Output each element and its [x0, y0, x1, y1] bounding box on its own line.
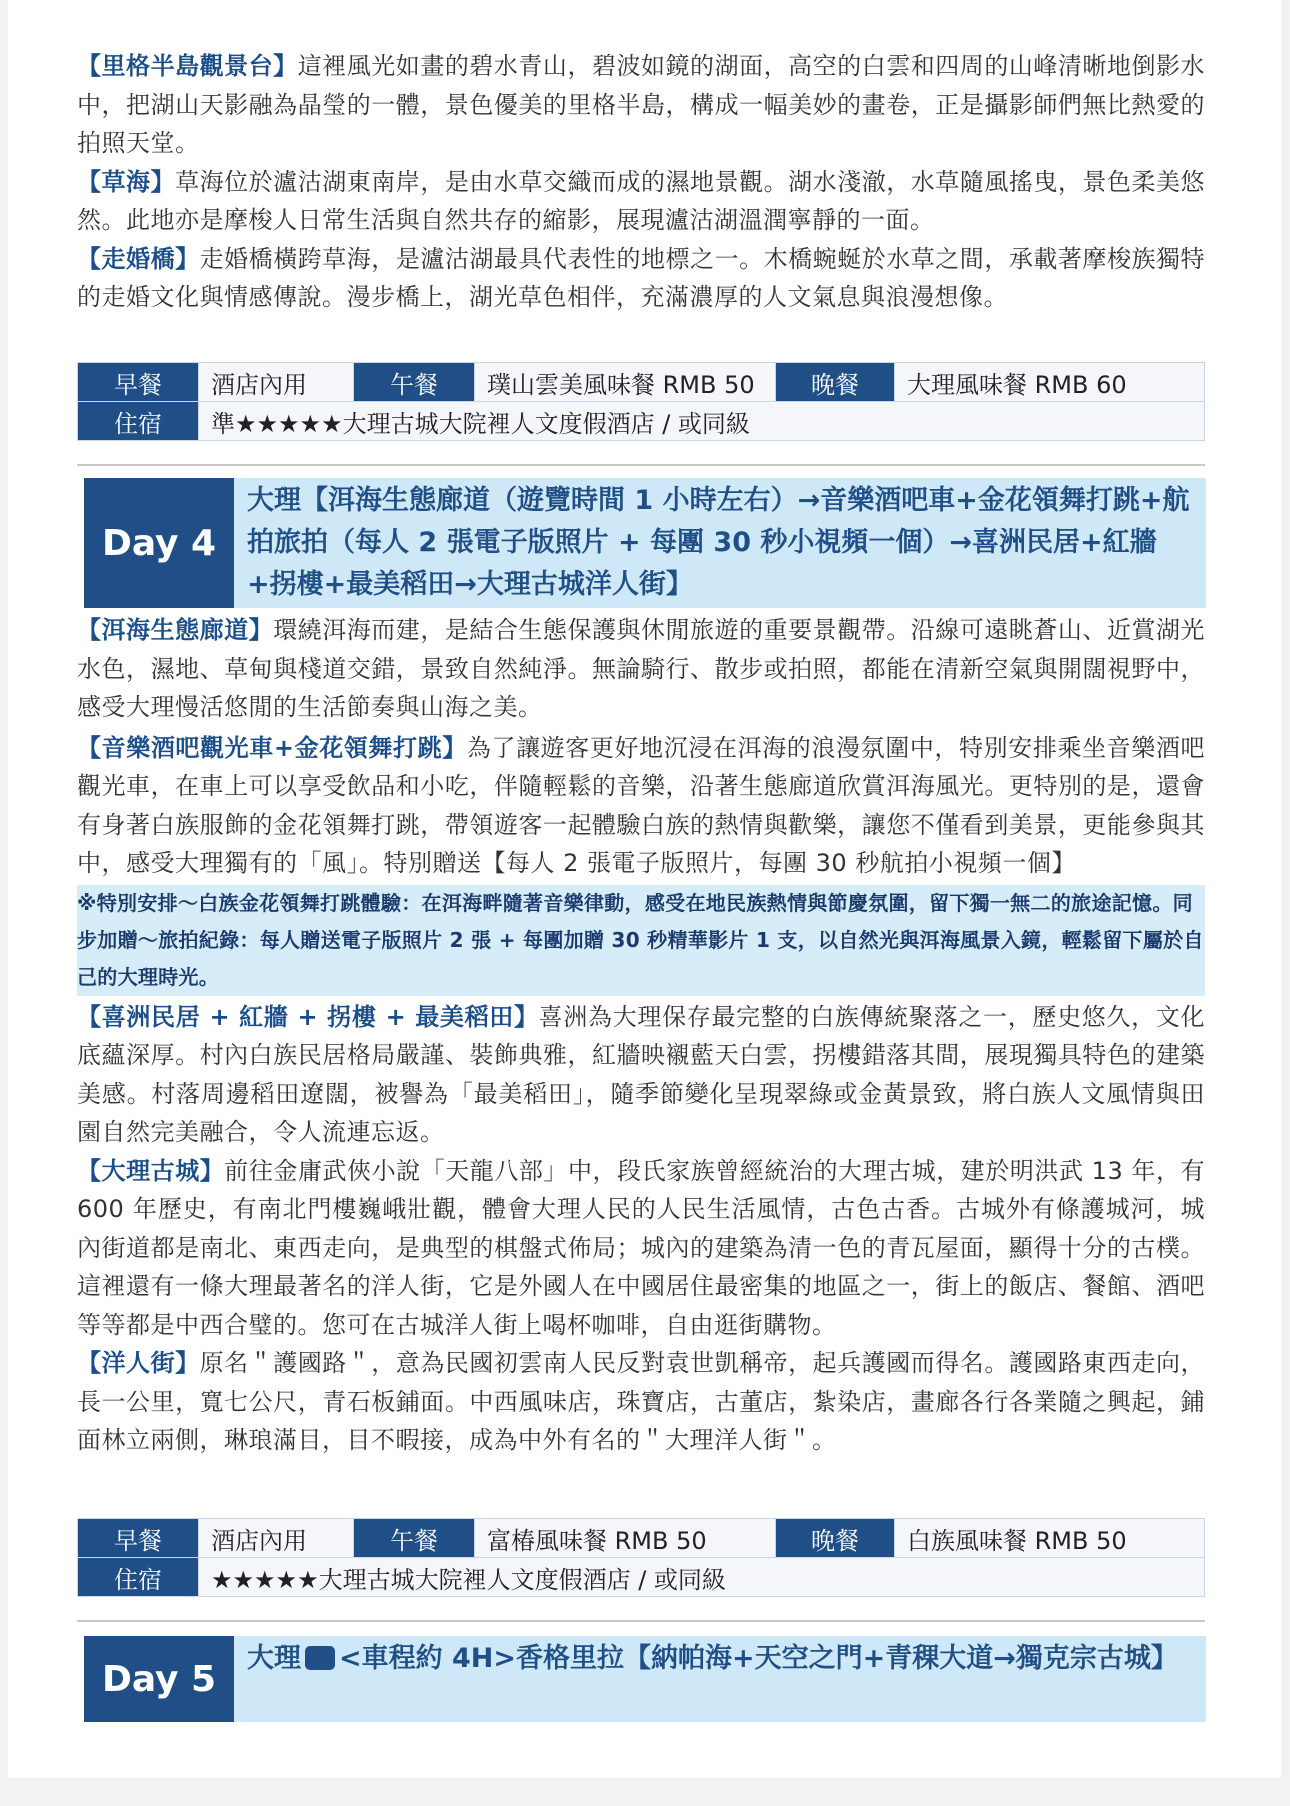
attraction-tag: 【洱海生態廊道】	[77, 616, 274, 644]
attraction-erhai-corridor	[77, 611, 1205, 727]
day5-header	[84, 1636, 1206, 1722]
meals-table	[77, 362, 1205, 441]
attraction-text: 前往金庸武俠小說「天龍八部」中，段氏家族曾經統治的大理古城，建於明洪武 13 年，有 600 年歷史，有南北門樓巍峨壯觀，體會大理人民的人民生活風情，古色古香。古城外有條護城河，城內街道都是南北、東西走向，是典型的棋盤式佈局；城內的建築為清一色的青瓦屋面，顯得十分的古樸。這裡還有一條大理最著名的洋人街，它是外國人在中國居住最密集的地區之一，街上的飯店、餐館、酒吧等等都是中西合璧的。您可在古城洋人街上喝杯咖啡，自由逛街購物。	[77, 1156, 1206, 1339]
bus-icon	[305, 1646, 335, 1670]
lunch-value: 富椿風味餐 RMB 50	[475, 1519, 776, 1558]
breakfast-value: 酒店內用	[199, 1519, 354, 1558]
dinner-label: 晚餐	[776, 1519, 895, 1558]
dinner-value: 大理風味餐 RMB 60	[895, 363, 1205, 402]
attraction-tag: 【草海】	[77, 167, 176, 196]
day-title	[234, 1636, 1206, 1722]
attraction-text: 走婚橋橫跨草海，是瀘沽湖最具代表性的地標之一。木橋蜿蜒於水草之間，承載著摩梭族獨特的走婚文化與情感傳說。漫步橋上，湖光草色相伴，充滿濃厚的人文氣息與浪漫想像。	[77, 244, 1206, 311]
attraction-zouhunqiao	[77, 240, 1205, 317]
attraction-tag: 【走婚橋】	[77, 244, 200, 273]
breakfast-value: 酒店內用	[199, 363, 354, 402]
stay-label: 住宿	[78, 402, 199, 441]
attraction-text: 草海位於瀘沽湖東南岸，是由水草交織而成的濕地景觀。湖水淺澈，水草隨風搖曳，景色柔美悠然。此地亦是摩梭人日常生活與自然共存的縮影，展現瀘沽湖溫潤寧靜的一面。	[77, 167, 1206, 234]
lunch-label: 午餐	[354, 363, 475, 402]
attraction-text: 原名＂護國路＂，意為民國初雲南人民反對袁世凱稱帝，起兵護國而得名。護國路東西走向，長一公里，寬七公尺，青石板鋪面。中西風味店，珠寶店，古董店，紮染店，畫廊各行各業隨之興起，鋪面林立兩側，琳琅滿目，目不暇接，成為中外有名的＂大理洋人街＂。	[77, 1349, 1206, 1454]
lunch-value: 璞山雲美風味餐 RMB 50	[475, 363, 776, 402]
attraction-tag: 【音樂酒吧觀光車+金花領舞打跳】	[77, 733, 467, 762]
special-arrangement-note: ※特別安排～白族金花領舞打跳體驗：在洱海畔隨著音樂律動，感受在地民族熱情與節慶氛圍，留下獨一無二的旅途記憶。同步加贈～旅拍紀錄：每人贈送電子版照片 2 張 + 每團加贈 30 秒精華影片 1 支，以自然光與洱海風景入鏡，輕鬆留下屬於自己的大理時光。	[77, 885, 1205, 996]
lunch-label: 午餐	[354, 1519, 475, 1558]
day-label: Day 5	[84, 1636, 234, 1722]
meals-table	[77, 1518, 1205, 1597]
attraction-tag: 【喜洲民居 + 紅牆 + 拐樓 + 最美稻田】	[77, 1002, 539, 1031]
attraction-tag: 【大理古城】	[77, 1156, 225, 1185]
attraction-text: 喜洲為大理保存最完整的白族傳統聚落之一，歷史悠久，文化底蘊深厚。村內白族民居格局嚴謹、裝飾典雅，紅牆映襯藍天白雲，拐樓錯落其間，展現獨具特色的建築美感。村落周邊稻田遼闊，被譽為「最美稻田」，隨季節變化呈現翠綠或金黃景致，將白族人文風情與田園自然完美融合，令人流連忘返。	[77, 1002, 1205, 1146]
day-title-start: 大理	[247, 1643, 301, 1674]
attraction-xizhou	[77, 998, 1205, 1152]
attraction-text: 環繞洱海而建，是結合生態保護與休閒旅遊的重要景觀帶。沿線可遠眺蒼山、近賞湖光水色，濕地、草甸與棧道交錯，景致自然純淨。無論騎行、散步或拍照，都能在清新空氣與開闊視野中，感受大理慢活悠閒的生活節奏與山海之美。	[77, 616, 1206, 721]
breakfast-label: 早餐	[78, 1519, 199, 1558]
attraction-dali-oldtown	[77, 1152, 1205, 1345]
day-title: 大理【洱海生態廊道（遊覽時間 1 小時左右）→音樂酒吧車+金花領舞打跳+航拍旅拍（每人 2 張電子版照片 + 每團 30 秒小視頻一個）→喜洲民居+紅牆+拐樓+最美稻田→大理古城洋人街】	[234, 478, 1206, 608]
day-title-rest: <車程約 4H>香格里拉【納帕海+天空之門+青稞大道→獨克宗古城】	[339, 1643, 1178, 1674]
attraction-tag: 【里格半島觀景台】	[77, 52, 298, 80]
attraction-caohai	[77, 163, 1205, 240]
day4-header	[84, 478, 1206, 608]
day3-attractions	[77, 47, 1205, 317]
day4-attractions	[77, 611, 1205, 1460]
attraction-foreigner-street	[77, 1344, 1205, 1460]
stay-label: 住宿	[78, 1558, 199, 1597]
day-label: Day 4	[84, 478, 234, 608]
attraction-text: 為了讓遊客更好地沉浸在洱海的浪漫氛圍中，特別安排乘坐音樂酒吧觀光車，在車上可以享受飲品和小吃，伴隨輕鬆的音樂，沿著生態廊道欣賞洱海風光。更特別的是，還會有身著白族服飾的金花領舞打跳，帶領遊客一起體驗白族的熱情與歡樂，讓您不僅看到美景，更能參與其中，感受大理獨有的「風」。特別贈送【每人 2 張電子版照片，每團 30 秒航拍小視頻一個】	[77, 733, 1206, 877]
attraction-tag: 【洋人街】	[77, 1349, 200, 1377]
divider	[77, 464, 1205, 466]
stay-value: ★★★★★大理古城大院裡人文度假酒店 / 或同級	[199, 1558, 1205, 1597]
stay-value: 準★★★★★大理古城大院裡人文度假酒店 / 或同級	[199, 402, 1205, 441]
attraction-music-bus	[77, 729, 1205, 883]
divider	[77, 1620, 1205, 1622]
breakfast-label: 早餐	[78, 363, 199, 402]
attraction-text: 這裡風光如畫的碧水青山，碧波如鏡的湖面，高空的白雲和四周的山峰清晰地倒影水中，把湖山天影融為晶瑩的一體，景色優美的里格半島，構成一幅美妙的畫卷，正是攝影師們無比熱愛的拍照天堂。	[77, 52, 1206, 157]
attraction-ligepeninsula	[77, 47, 1205, 163]
dinner-value: 白族風味餐 RMB 50	[895, 1519, 1205, 1558]
dinner-label: 晚餐	[776, 363, 895, 402]
